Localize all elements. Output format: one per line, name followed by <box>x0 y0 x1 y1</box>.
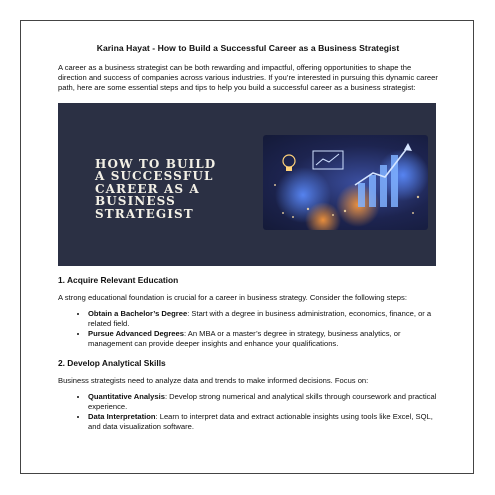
document-content <box>58 43 438 441</box>
article-banner-image <box>58 103 436 266</box>
list-item-text: : Develop strong numerical and analytical skills through coursework and practical experience. <box>88 391 437 412</box>
banner-title <box>95 158 216 221</box>
list-item-text: : Start with a degree in business administration, economics, finance, or a related field. <box>88 308 432 329</box>
list-item <box>88 412 438 432</box>
growth-chart-illustration <box>263 135 428 230</box>
list-item <box>88 309 438 329</box>
list-item-term: Obtain a Bachelor’s Degree <box>88 308 188 318</box>
section-body: A strong educational foundation is crucial for a career in business strategy. Consider the following steps: <box>58 292 407 302</box>
banner-title-line: BUSINESS <box>95 194 176 209</box>
bullet-list <box>58 392 438 433</box>
banner-title-line: STRATEGIST <box>95 206 194 221</box>
list-item-term: Data Interpretation <box>88 412 156 422</box>
list-item <box>88 392 438 412</box>
document-page <box>20 20 474 474</box>
list-item-term: Quantitative Analysis <box>88 391 165 401</box>
list-item-text: : Learn to interpret data and extract actionable insights using tools like Excel, SQL, and data visualization software. <box>88 412 433 432</box>
document-title: Karina Hayat - How to Build a Successful Career as a Business Strategist <box>96 43 400 53</box>
section-body: Business strategists need to analyze data and trends to make informed decisions. Focus on: <box>58 375 369 385</box>
banner-title-line: CAREER AS A <box>95 181 200 196</box>
section-heading: 2. Develop Analytical Skills <box>58 357 166 368</box>
list-item-term: Pursue Advanced Degrees <box>88 329 184 339</box>
bullet-list <box>58 309 438 350</box>
intro-paragraph: A career as a business strategist can be both rewarding and impactful, offering opportunities to shape the direction and success of companies across various industries. If you’re interested in pursuing this dynamic career path, here are some essential steps and tips to help you build a successful career as a business strategist: <box>58 63 438 93</box>
section-heading: 1. Acquire Relevant Education <box>58 274 179 285</box>
growth-chart-graphic <box>263 135 428 230</box>
banner-title-line: A SUCCESSFUL <box>95 169 214 184</box>
list-item-text: : An MBA or a master’s degree in strategy, business analytics, or management can provide deeper insights and enhance your qualifications. <box>88 329 401 349</box>
banner-title-line: HOW TO BUILD <box>95 156 217 171</box>
list-item <box>88 329 438 349</box>
